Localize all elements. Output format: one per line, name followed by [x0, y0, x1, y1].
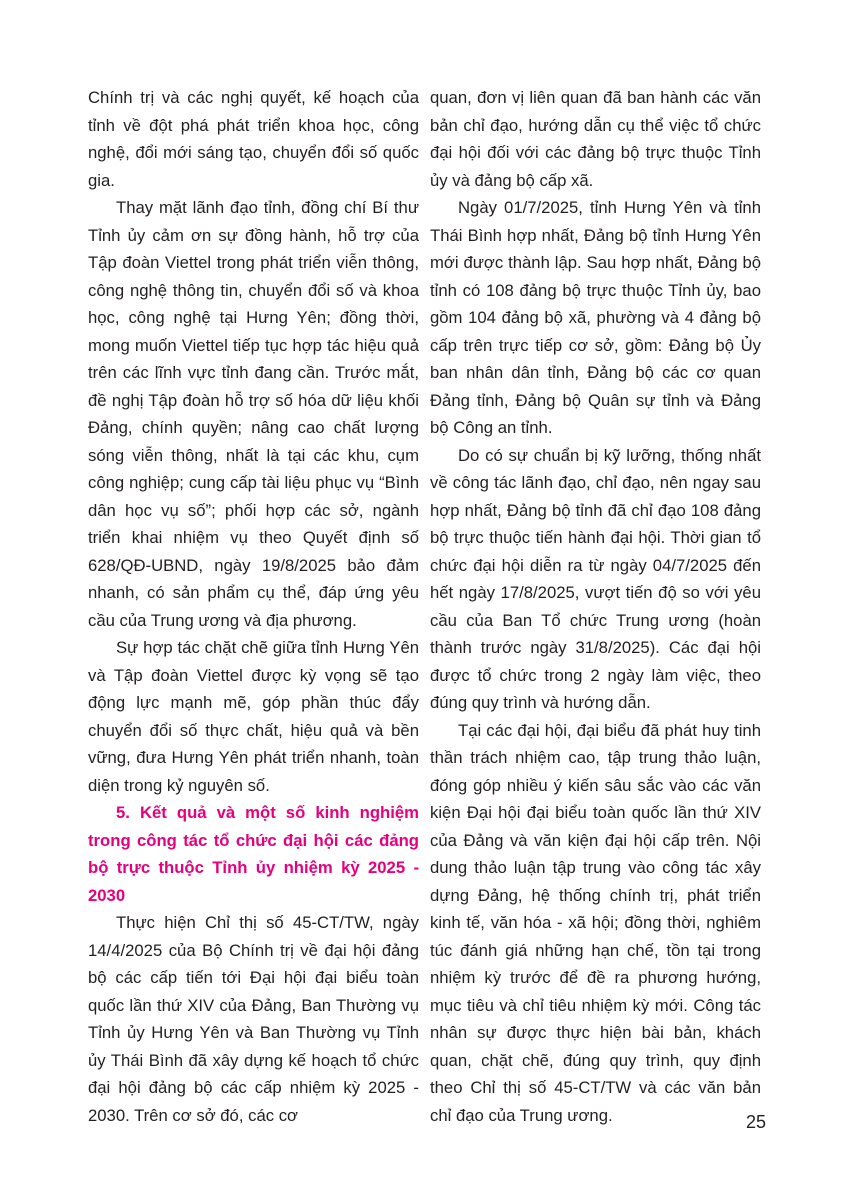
- paragraph: quan, đơn vị liên quan đã ban hành các văn bản chỉ đạo, hướng dẫn cụ thể việc tổ chức đại hội đối với các đảng bộ trực thuộc Tỉnh ủy và đảng bộ cấp xã.: [430, 88, 761, 190]
- paragraph: Thay mặt lãnh đạo tỉnh, đồng chí Bí thư Tỉnh ủy cảm ơn sự đồng hành, hỗ trợ của Tập đoàn Viettel trong phát triển viễn thông, công nghệ thông tin, chuyển đổi số và khoa học, công nghệ tại Hưng Yên; đồng thời, mong muốn Viettel tiếp tục hợp tác hiệu quả trên các lĩnh vực tỉnh đang cần. Trước mắt, đề nghị Tập đoàn hỗ trợ số hóa dữ liệu khối Đảng, chính quyền; nâng cao chất lượng sóng viễn thông, nhất là tại các khu, cụm công nghiệp; cung cấp tài liệu phục vụ “Bình dân học vụ số”; phối hợp các sở, ngành triển khai nhiệm vụ theo Quyết định số 628/QĐ-UBND, ngày 19/8/2025 bảo đảm nhanh, có sản phẩm cụ thể, đáp ứng yêu cầu của Trung ương và địa phương.: [88, 198, 419, 630]
- paragraph: Tại các đại hội, đại biểu đã phát huy tinh thần trách nhiệm cao, tập trung thảo luận, đóng góp nhiều ý kiến sâu sắc vào các văn kiện Đại hội đại biểu toàn quốc lần thứ XIV của Đảng và văn kiện đại hội cấp trên. Nội dung thảo luận tập trung vào công tác xây dựng Đảng, hệ thống chính trị, phát triển kinh tế, văn hóa - xã hội; đồng thời, nghiêm túc đánh giá những hạn chế, tồn tại trong nhiệm kỳ trước để đề ra phương hướng, mục tiêu và chỉ tiêu nhiệm kỳ mới. Công tác nhân sự được thực hiện bài bản, khách quan, chặt chẽ, đúng quy trình, quy định theo Chỉ thị số 45-CT/TW và các văn bản chỉ đạo của Trung ương.: [430, 720, 761, 1125]
- paragraph: Do có sự chuẩn bị kỹ lưỡng, thống nhất về công tác lãnh đạo, chỉ đạo, nên ngay sau hợp nhất, Đảng bộ tỉnh đã chỉ đạo 108 đảng bộ trực thuộc tiến hành đại hội. Thời gian tổ chức đại hội diễn ra từ ngày 04/7/2025 đến hết ngày 17/8/2025, vượt tiến độ so với yêu cầu của Ban Tổ chức Trung ương (hoàn thành trước ngày 31/8/2025). Các đại hội được tổ chức trong 2 ngày làm việc, theo đúng quy trình và hướng dẫn.: [430, 445, 761, 712]
- paragraph: Sự hợp tác chặt chẽ giữa tỉnh Hưng Yên và Tập đoàn Viettel được kỳ vọng sẽ tạo động lực mạnh mẽ, góp phần thúc đẩy chuyển đổi số thực chất, hiệu quả và bền vững, đưa Hưng Yên phát triển nhanh, toàn diện trong kỷ nguyên số.: [88, 638, 419, 795]
- section-heading: 5. Kết quả và một số kinh nghiệm trong công tác tổ chức đại hội các đảng bộ trực thuộc Tỉnh ủy nhiệm kỳ 2025 - 2030: [88, 803, 419, 905]
- page-number: 25: [745, 1112, 766, 1132]
- paragraph: Ngày 01/7/2025, tỉnh Hưng Yên và tỉnh Thái Bình hợp nhất, Đảng bộ tỉnh Hưng Yên mới được thành lập. Sau hợp nhất, Đảng bộ tỉnh có 108 đảng bộ trực thuộc Tỉnh ủy, bao gồm 104 đảng bộ xã, phường và 4 đảng bộ cấp trên trực tiếp cơ sở, gồm: Đảng bộ Ủy ban nhân dân tỉnh, Đảng bộ các cơ quan Đảng tỉnh, Đảng bộ Quân sự tỉnh và Đảng bộ Công an tỉnh.: [430, 198, 761, 437]
- left-column: [88, 84, 419, 1129]
- right-column: [430, 84, 761, 1129]
- paragraph: Thực hiện Chỉ thị số 45-CT/TW, ngày 14/4/2025 của Bộ Chính trị về đại hội đảng bộ các cấp tiến tới Đại hội đại biểu toàn quốc lần thứ XIV của Đảng, Ban Thường vụ Tỉnh ủy Hưng Yên và Ban Thường vụ Tỉnh ủy Thái Bình đã xây dựng kế hoạch tổ chức đại hội đảng bộ các cấp nhiệm kỳ 2025 - 2030. Trên cơ sở đó, các cơ: [88, 913, 419, 1125]
- paragraph: Chính trị và các nghị quyết, kế hoạch của tỉnh về đột phá phát triển khoa học, công nghệ, đổi mới sáng tạo, chuyển đổi số quốc gia.: [88, 88, 419, 190]
